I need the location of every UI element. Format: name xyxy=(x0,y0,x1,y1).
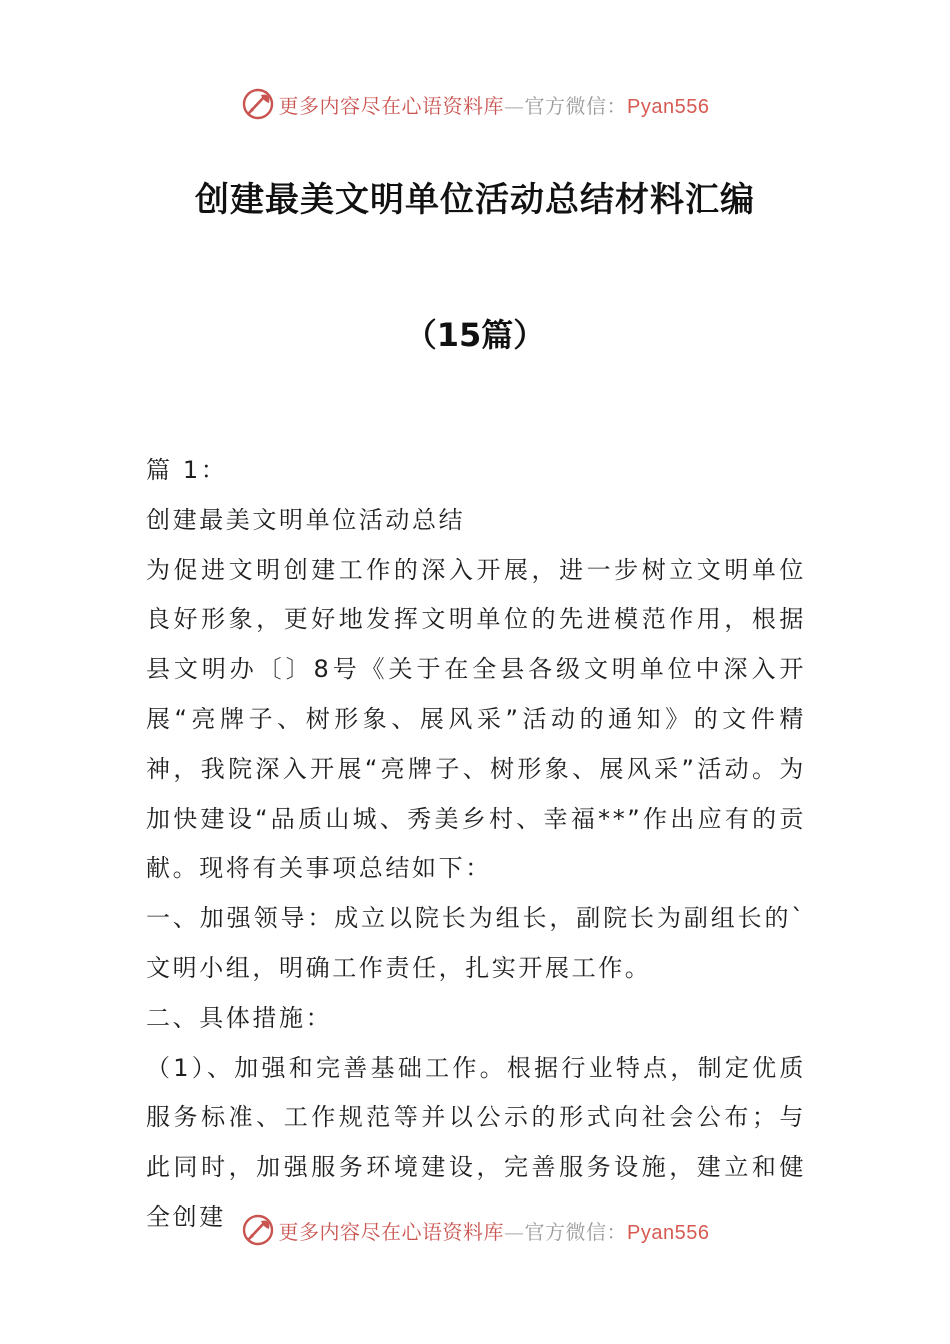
footer-watermark-banner xyxy=(0,1210,950,1250)
quill-logo-icon xyxy=(241,1213,275,1247)
banner-dash: — xyxy=(504,1219,525,1244)
banner-main-text: 更多内容尽在心语资料库 xyxy=(278,1219,505,1244)
header-watermark-banner xyxy=(0,84,950,124)
banner-main-text: 更多内容尽在心语资料库 xyxy=(278,93,505,118)
banner-wechat-id: Pyan556 xyxy=(627,1221,710,1244)
quill-logo-icon xyxy=(241,87,275,121)
banner-wechat-id: Pyan556 xyxy=(627,95,710,118)
document-title: 创建最美文明单位活动总结材料汇编 xyxy=(195,180,755,220)
body-paragraph: （1）、加强和完善基础工作。根据行业特点，制定优质服务标准、工作规范等并以公示的形式向社会公布；与此同时，加强服务环境建设，完善服务设施，建立和健全创建 xyxy=(146,1053,806,1231)
banner-dash: — xyxy=(504,93,525,118)
body-paragraph: 二、具体措施： xyxy=(146,1003,333,1032)
banner-wechat-label: 官方微信： xyxy=(524,93,628,118)
body-paragraph: 一、加强领导：成立以院长为组长，副院长为副组长的`文明小组，明确工作责任，扎实开展工作。 xyxy=(146,904,806,982)
banner-wechat-label: 官方微信： xyxy=(524,1219,628,1244)
document-body xyxy=(146,446,806,1243)
section-label: 篇 1： xyxy=(146,456,228,484)
section-heading: 创建最美文明单位活动总结 xyxy=(146,505,466,534)
document-count: （15篇） xyxy=(404,316,546,354)
body-paragraph: 为促进文明创建工作的深入开展，进一步树立文明单位良好形象，更好地发挥文明单位的先进模范作用，根据县文明办〔〕8号《关于在全县各级文明单位中深入开展“亮牌子、树形象、展风采”活动的通知》的文件精神，我院深入开展“亮牌子、树形象、展风采”活动。为加快建设“品质山城、秀美乡村、幸福**”作出应有的贡献。现将有关事项总结如下： xyxy=(146,555,806,883)
